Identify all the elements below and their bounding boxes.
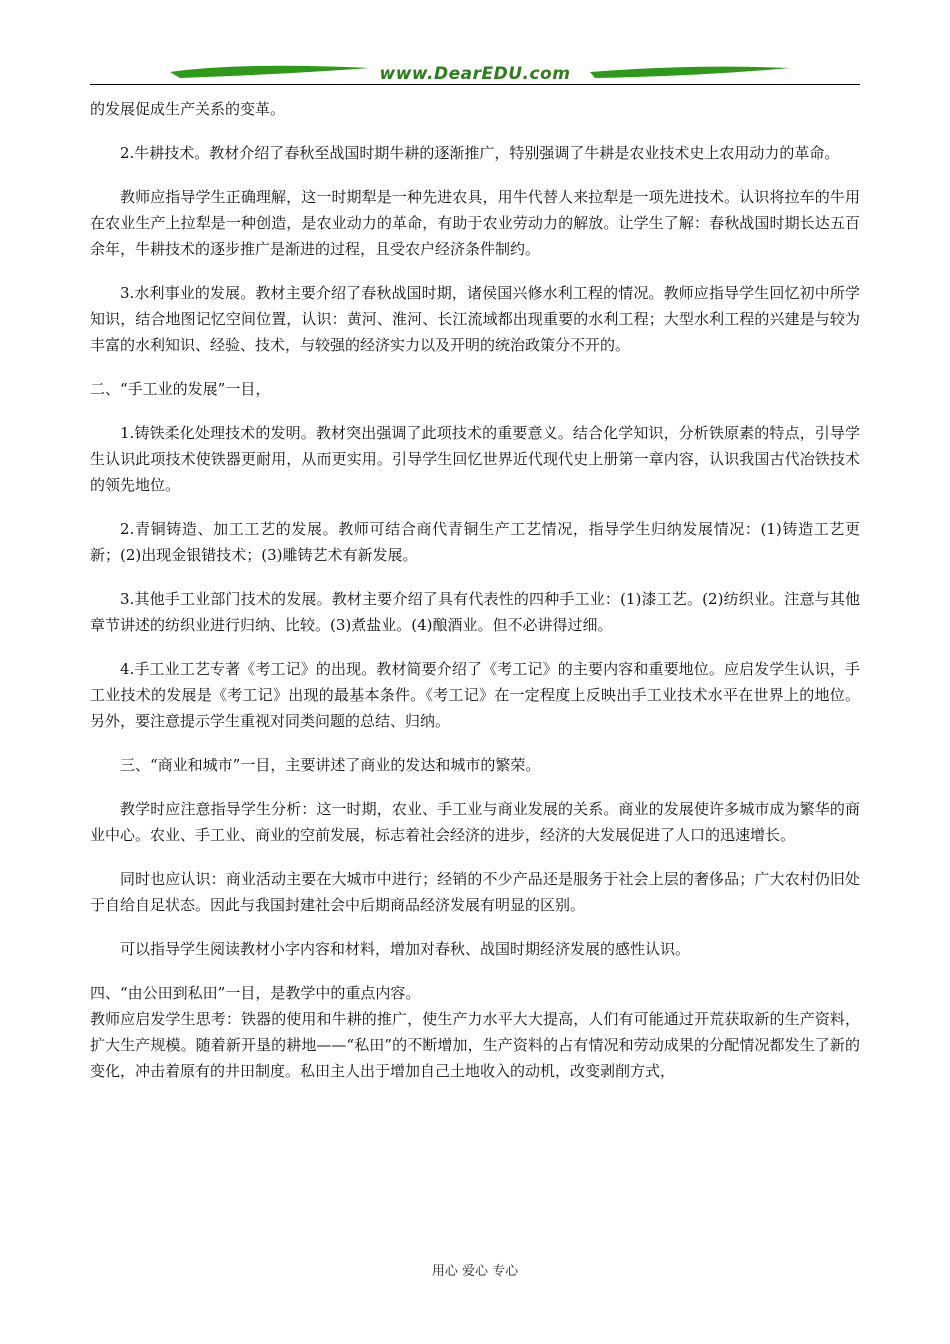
- paragraph: 1.铸铁柔化处理技术的发明。教材突出强调了此项技术的重要意义。结合化学知识，分析铁原素的特点，引导学生认识此项技术使铁器更耐用，从而更实用。引导学生回忆世界近代现代史上册第一章内容，认识我国古代冶铁技术的领先地位。: [90, 424, 860, 494]
- paragraph: 教学时应注意指导学生分析：这一时期，农业、手工业与商业发展的关系。商业的发展使许多城市成为繁华的商业中心。农业、手工业、商业的空前发展，标志着社会经济的进步，经济的大发展促进了人口的迅速增长。: [90, 800, 860, 844]
- paragraph: 四、“由公田到私田”一目，是教学中的重点内容。: [90, 984, 421, 1002]
- page-header: [90, 60, 860, 90]
- paragraph: 2.青铜铸造、加工工艺的发展。教师可结合商代青铜生产工艺情况，指导学生归纳发展情况：(1)铸造工艺更新；(2)出现金银错技术；(3)雕铸艺术有新发展。: [90, 520, 860, 564]
- page-footer: 用心 爱心 专心: [431, 1264, 519, 1279]
- paragraph: 3.其他手工业部门技术的发展。教材主要介绍了具有代表性的四种手工业：(1)漆工艺。(2)纺织业。注意与其他章节讲述的纺织业进行归纳、比较。(3)煮盐业。(4)酿酒业。但不必讲得过细。: [90, 590, 860, 634]
- paragraph: 教师应启发学生思考：铁器的使用和牛耕的推广，使生产力水平大大提高，人们有可能通过开荒获取新的生产资料，扩大生产规模。随着新开垦的耕地——“私田”的不断增加，生产资料的占有情况和劳动成果的分配情况都发生了新的变化，冲击着原有的井田制度。私田主人出于增加自己土地收入的动机，改变剥削方式，: [90, 1010, 860, 1080]
- site-logo-text[interactable]: www.DearEDU.com: [379, 64, 571, 84]
- paragraph: 二、“手工业的发展”一目，: [90, 380, 271, 398]
- document-body: [90, 96, 860, 1084]
- paragraph: 的发展促成生产关系的变革。: [90, 100, 286, 118]
- paragraph: 4.手工业工艺专著《考工记》的出现。教材简要介绍了《考工记》的主要内容和重要地位。应启发学生认识，手工业技术的发展是《考工记》出现的最基本条件。《考工记》在一定程度上反映出手工业技术水平在世界上的地位。另外，要注意提示学生重视对同类问题的总结、归纳。: [90, 660, 860, 730]
- paragraph: 同时也应认识：商业活动主要在大城市中进行；经销的不少产品还是服务于社会上层的奢侈品；广大农村仍旧处于自给自足状态。因此与我国封建社会中后期商品经济发展有明显的区别。: [90, 870, 860, 914]
- paragraph: 2.牛耕技术。教材介绍了春秋至战国时期牛耕的逐渐推广，特别强调了牛耕是农业技术史上农用动力的革命。: [120, 144, 840, 162]
- paragraph: 可以指导学生阅读教材小字内容和材料，增加对春秋、战国时期经济发展的感性认识。: [120, 940, 691, 958]
- paragraph: 教师应指导学生正确理解，这一时期犁是一种先进农具，用牛代替人来拉犁是一项先进技术。认识将拉车的牛用在农业生产上拉犁是一种创造，是农业动力的革命，有助于农业劳动力的解放。让学生了解：春秋战国时期长达五百余年，牛耕技术的逐步推广是渐进的过程，且受农户经济条件制约。: [90, 188, 860, 258]
- paragraph: 三、“商业和城市”一目，主要讲述了商业的发达和城市的繁荣。: [120, 756, 541, 774]
- header-divider: [90, 84, 860, 85]
- paragraph: 3.水利事业的发展。教材主要介绍了春秋战国时期，诸侯国兴修水利工程的情况。教师应指导学生回忆初中所学知识，结合地图记忆空间位置，认识：黄河、淮河、长江流域都出现重要的水利工程；大型水利工程的兴建是与较为丰富的水利知识、经验、技术，与较强的经济实力以及开明的统治政策分不开的。: [90, 284, 860, 354]
